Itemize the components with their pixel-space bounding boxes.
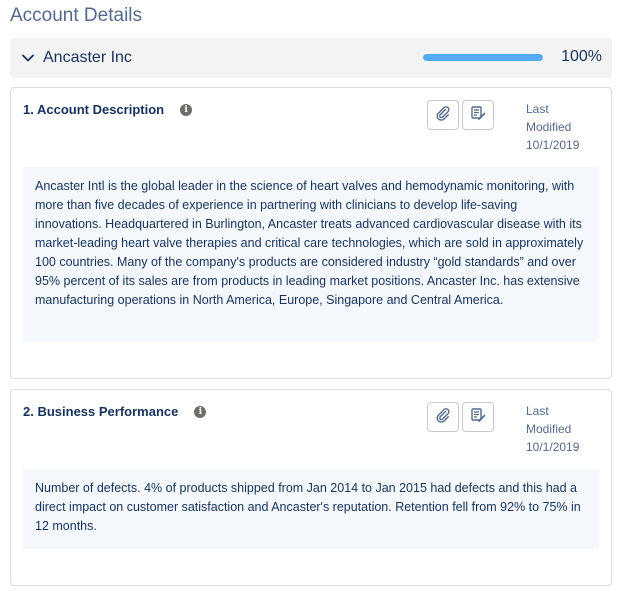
account-accordion-header[interactable]: [10, 38, 612, 78]
paperclip-icon: [435, 407, 451, 428]
edit-notes-button[interactable]: [462, 402, 494, 432]
progress-bar: [423, 54, 543, 61]
section-header: [23, 404, 206, 419]
last-modified-label: Last: [526, 404, 549, 418]
last-modified-label-2: Modified: [526, 120, 572, 134]
notes-edit-icon: [470, 105, 486, 126]
attach-button[interactable]: [427, 100, 459, 130]
progress-bar-fill: [423, 54, 543, 61]
info-icon[interactable]: i: [180, 104, 192, 116]
last-modified: [526, 402, 579, 456]
info-icon[interactable]: i: [194, 406, 206, 418]
account-description-card: [10, 87, 612, 379]
section-title: 1. Account Description: [23, 102, 165, 117]
account-name: Ancaster Inc: [43, 49, 132, 66]
last-modified-label-2: Modified: [526, 422, 572, 436]
progress-percent: 100%: [561, 48, 602, 65]
notes-edit-icon: [470, 407, 486, 428]
last-modified-date: 10/1/2019: [526, 440, 580, 454]
section-text: Ancaster Intl is the global leader in the science of heart valves and hemodynamic monitoring, with more than five decades of experience in partnering with clinicians to develop life-saving innovations. Headquartered in Burlington, Ancaster treats advanced cardiovascular disease with its market-leading heart valve therapies and critical care technologies, which are sold in approximately 100 countries. Many of the company's products are considered industry “gold standards” and over 95% percent of its sales are from products in leading market positions. Ancaster Inc. has extensive manufacturing operations in North America, Europe, Singapore and Central America.: [23, 167, 599, 342]
section-text: Number of defects. 4% of products shipped from Jan 2014 to Jan 2015 had defects and this had a direct impact on customer satisfaction and Ancaster's reputation. Retention fell from 92% to 75% in 12 months.: [23, 469, 599, 549]
attach-button[interactable]: [427, 402, 459, 432]
chevron-down-icon[interactable]: [21, 51, 35, 65]
section-header: [23, 102, 192, 117]
section-title: 2. Business Performance: [23, 404, 179, 419]
page-title: Account Details: [10, 5, 143, 26]
last-modified: [526, 100, 579, 154]
paperclip-icon: [435, 105, 451, 126]
last-modified-label: Last: [526, 102, 549, 116]
business-performance-card: [10, 389, 612, 586]
last-modified-date: 10/1/2019: [526, 138, 580, 152]
edit-notes-button[interactable]: [462, 100, 494, 130]
